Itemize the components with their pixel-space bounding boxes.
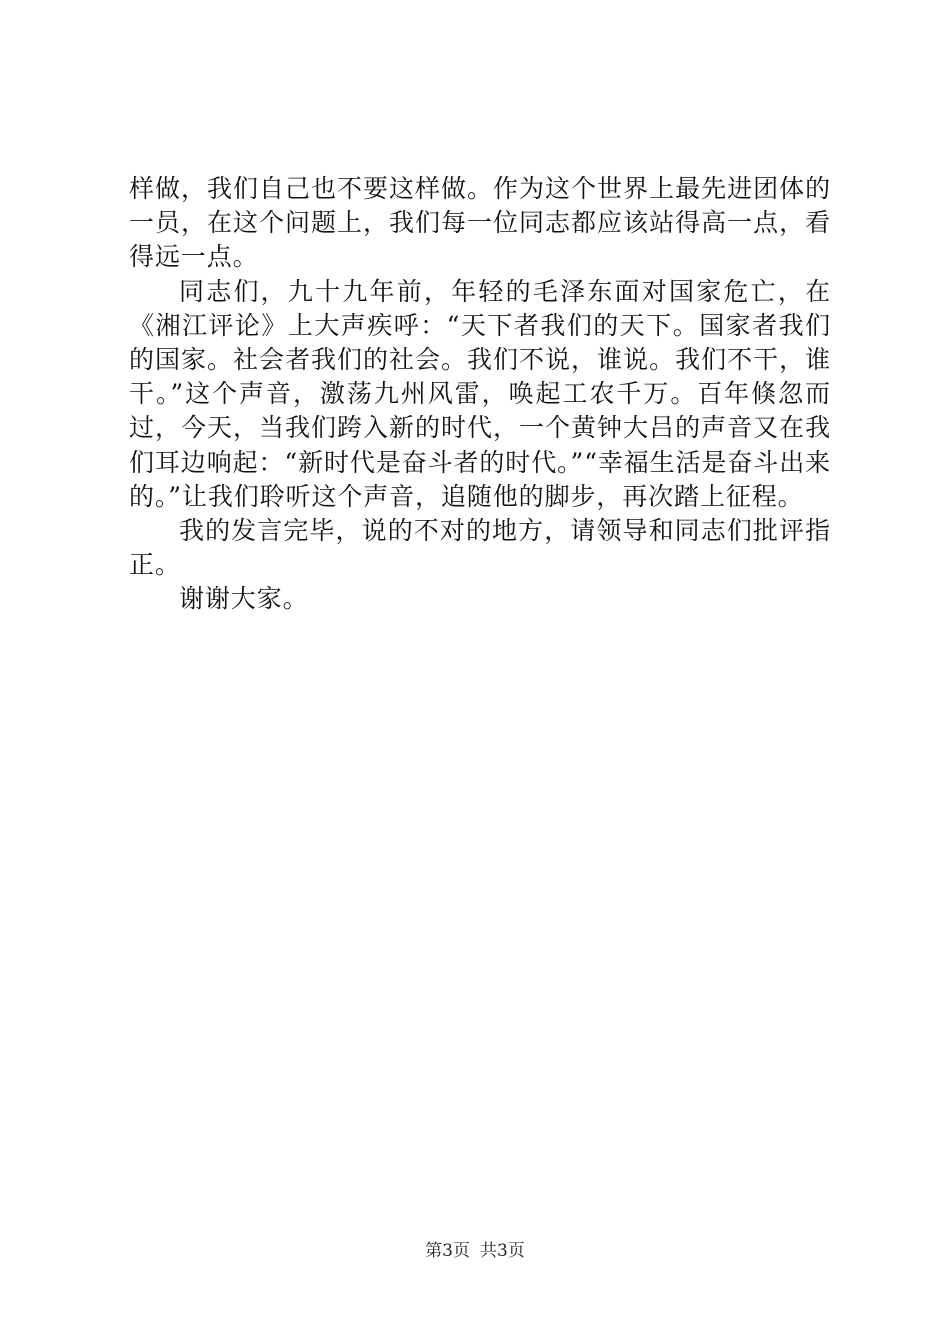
paragraph-continuation: 样做，我们自己也不要这样做。作为这个世界上最先进团体的一员，在这个问题上，我们每一位同志都应该站得高一点，看得远一点。 xyxy=(129,174,831,272)
page-number-total: 共3页 xyxy=(480,1241,525,1261)
paragraph-comrades: 同志们，九十九年前，年轻的毛泽东面对国家危亡，在《湘江评论》上大声疾呼：“天下者我们的天下。国家者我们的国家。社会者我们的社会。我们不说，谁说。我们不干，谁干。”这个声音，激荡九州风雷，唤起工农千万。百年倏忽而过，今天，当我们跨入新的时代，一个黄钟大吕的声音又在我们耳边响起：“新时代是奋斗者的时代。”“幸福生活是奋斗出来的。”让我们聆听这个声音，追随他的脚步，再次踏上征程。 xyxy=(129,276,831,511)
paragraph-thanks: 谢谢大家。 xyxy=(179,584,309,614)
page-number-current: 第3页 xyxy=(425,1241,470,1261)
document-body xyxy=(129,172,831,617)
page-footer xyxy=(0,1240,950,1262)
paragraph-closing-remarks: 我的发言完毕，说的不对的地方，请领导和同志们批评指正。 xyxy=(129,516,831,580)
